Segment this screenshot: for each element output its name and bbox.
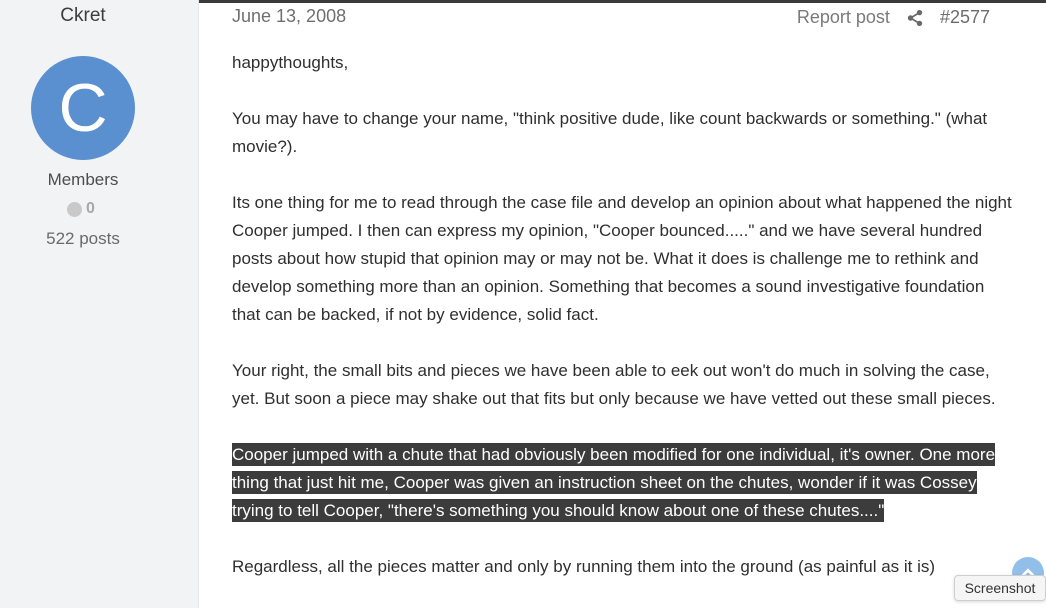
reputation-badge (67, 199, 95, 219)
post-paragraph: Its one thing for me to read through the case file and develop an opinion about what happened the night Cooper jumped. I then can express my opinion, "Cooper bounced....." and we have several hundred posts about how stupid that opinion may or may not be. What it does is challenge me to rethink and develop something more than an opinion. Something that becomes a sound investigative foundation that can be backed, if not by evidence, solid fact. (232, 193, 1012, 324)
author-panel (0, 0, 199, 608)
reputation-count: 0 (86, 200, 95, 217)
member-group: Members (47, 170, 119, 189)
avatar-letter: C (58, 70, 108, 146)
post-number-link[interactable]: #2577 (939, 7, 990, 27)
reputation-dot-icon (67, 202, 82, 217)
author-name[interactable]: Ckret (60, 5, 106, 26)
report-post-link[interactable]: Report post (796, 7, 890, 27)
post-paragraph: Your right, the small bits and pieces we have been able to eek out won't do much in solving the case, yet. But soon a piece may shake out that fits but only because we have vetted out these small pieces. (232, 361, 996, 408)
selected-text: Cooper jumped with a chute that had obviously been modified for one individual, it's owner. One more thing that just hit me, Cooper was given an instruction sheet on the chutes, wonder if it was Cossey trying to tell Cooper, "there's something you should know about one of these chutes...." (232, 445, 996, 520)
share-icon[interactable] (906, 9, 924, 27)
screenshot-tooltip: Screenshot (954, 575, 1046, 601)
post-tools (797, 7, 990, 28)
post-count: 522 posts (46, 229, 120, 248)
post-paragraph: Regardless, all the pieces matter and only by running them into the ground (as painful as it is) (232, 557, 936, 576)
post-paragraph: happythoughts, (232, 53, 349, 72)
post-date[interactable]: June 13, 2008 (232, 6, 347, 26)
post-content (232, 49, 1012, 609)
post-paragraph: You may have to change your name, "think positive dude, like count backwards or something." (what movie?). (232, 109, 988, 156)
selected-text-block[interactable] (232, 441, 1008, 525)
avatar[interactable] (31, 56, 135, 160)
top-divider (199, 0, 1046, 3)
